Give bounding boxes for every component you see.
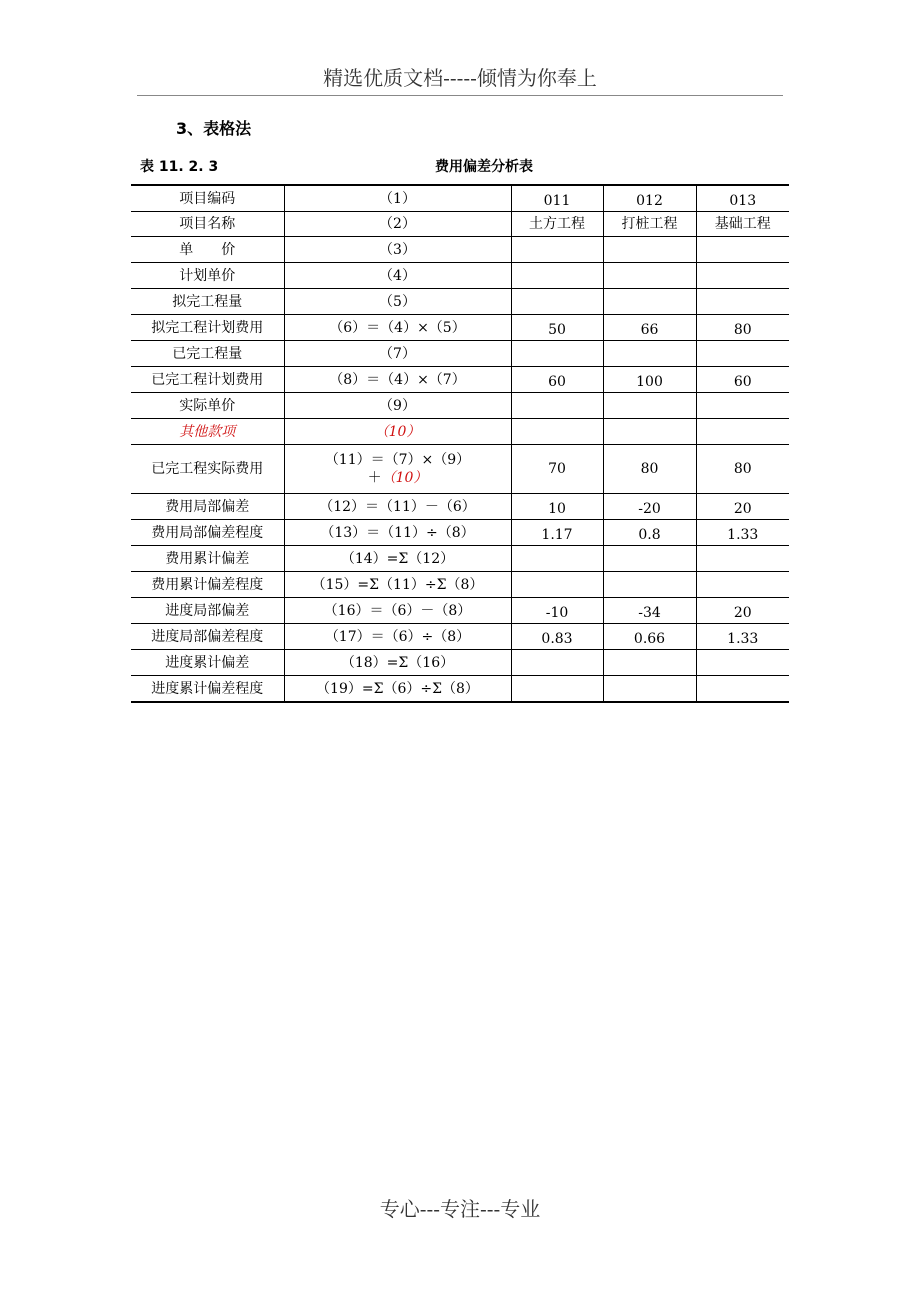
cell-011 — [511, 393, 603, 419]
cell-012: 100 — [603, 367, 696, 393]
formula-line-2 — [287, 469, 509, 487]
cell-011 — [511, 263, 603, 289]
table-row — [131, 624, 789, 650]
cell-011 — [511, 289, 603, 315]
cell-012: 66 — [603, 315, 696, 341]
cell-013 — [696, 263, 789, 289]
table-row — [131, 367, 789, 393]
header-divider — [137, 95, 783, 96]
row-formula: （14）=Σ（12） — [284, 546, 511, 572]
cell-011: 10 — [511, 494, 603, 520]
cell-013 — [696, 650, 789, 676]
row-name: 项目名称 — [131, 212, 284, 237]
cell-012 — [603, 650, 696, 676]
row-name: 费用局部偏差程度 — [131, 520, 284, 546]
row-formula: （12）＝（11）－（6） — [284, 494, 511, 520]
formula-line-1: （11）＝（7）×（9） — [324, 452, 471, 468]
table-row — [131, 263, 789, 289]
formula-plus: ＋ — [367, 470, 382, 486]
row-name: 已完工程计划费用 — [131, 367, 284, 393]
table-row — [131, 445, 789, 494]
cell-011: 0.83 — [511, 624, 603, 650]
row-name: 费用累计偏差程度 — [131, 572, 284, 598]
cell-012: -34 — [603, 598, 696, 624]
row-formula: （8）＝（4）×（7） — [284, 367, 511, 393]
row-name: 拟完工程计划费用 — [131, 315, 284, 341]
row-name: 进度局部偏差程度 — [131, 624, 284, 650]
row-formula: （9） — [284, 393, 511, 419]
row-formula-multiline — [284, 445, 511, 494]
cell-011: 1.17 — [511, 520, 603, 546]
cell-013: 基础工程 — [696, 212, 789, 237]
table-row — [131, 419, 789, 445]
row-name: 进度局部偏差 — [131, 598, 284, 624]
cell-013: 20 — [696, 494, 789, 520]
cell-012: 80 — [603, 445, 696, 494]
row-formula: （18）=Σ（16） — [284, 650, 511, 676]
cell-011: 011 — [511, 185, 603, 212]
page-footer: 专心---专注---专业 — [379, 1197, 541, 1221]
cell-012 — [603, 341, 696, 367]
table-row — [131, 289, 789, 315]
table-row — [131, 650, 789, 676]
formula-other-term: （10） — [381, 470, 428, 486]
table-title: 费用偏差分析表 — [435, 159, 533, 175]
cell-012 — [603, 572, 696, 598]
cell-011: 60 — [511, 367, 603, 393]
cell-011: 土方工程 — [511, 212, 603, 237]
row-formula: （3） — [284, 237, 511, 263]
cell-013: 80 — [696, 315, 789, 341]
row-formula: （6）＝（4）×（5） — [284, 315, 511, 341]
row-name: 已完工程量 — [131, 341, 284, 367]
table-row — [131, 572, 789, 598]
cell-011 — [511, 341, 603, 367]
cell-013: 1.33 — [696, 520, 789, 546]
table-row — [131, 341, 789, 367]
row-formula: （13）＝（11）÷（8） — [284, 520, 511, 546]
cell-012: -20 — [603, 494, 696, 520]
cell-013 — [696, 341, 789, 367]
cell-013 — [696, 237, 789, 263]
row-formula: （5） — [284, 289, 511, 315]
row-formula: （7） — [284, 341, 511, 367]
table-row — [131, 676, 789, 703]
row-name: 费用局部偏差 — [131, 494, 284, 520]
cell-011 — [511, 676, 603, 703]
cell-012 — [603, 393, 696, 419]
page-header-title: 精选优质文档-----倾情为你奉上 — [323, 66, 597, 90]
table-number: 表 11. 2. 3 — [140, 159, 219, 175]
row-name: 进度累计偏差 — [131, 650, 284, 676]
row-formula: （4） — [284, 263, 511, 289]
cell-011 — [511, 572, 603, 598]
row-name: 费用累计偏差 — [131, 546, 284, 572]
table-row — [131, 598, 789, 624]
cell-011: -10 — [511, 598, 603, 624]
cell-013: 013 — [696, 185, 789, 212]
cell-013 — [696, 419, 789, 445]
cell-012: 打桩工程 — [603, 212, 696, 237]
cell-013: 20 — [696, 598, 789, 624]
row-formula: （16）＝（6）－（8） — [284, 598, 511, 624]
cost-variance-table — [131, 184, 789, 703]
row-formula: （17）＝（6）÷（8） — [284, 624, 511, 650]
row-formula-highlighted: （10） — [284, 419, 511, 445]
row-name: 实际单价 — [131, 393, 284, 419]
table-row — [131, 212, 789, 237]
cell-013: 80 — [696, 445, 789, 494]
row-name: 项目编码 — [131, 185, 284, 212]
row-formula: （1） — [284, 185, 511, 212]
cell-012: 0.8 — [603, 520, 696, 546]
cell-012: 0.66 — [603, 624, 696, 650]
cell-013: 60 — [696, 367, 789, 393]
cell-013 — [696, 393, 789, 419]
cell-012 — [603, 546, 696, 572]
cell-013 — [696, 572, 789, 598]
row-name: 计划单价 — [131, 263, 284, 289]
cell-013 — [696, 546, 789, 572]
table-row — [131, 185, 789, 212]
table-caption — [140, 156, 788, 178]
cell-011 — [511, 237, 603, 263]
cell-012 — [603, 289, 696, 315]
table-row — [131, 546, 789, 572]
row-name-highlighted: 其他款项 — [131, 419, 284, 445]
row-formula: （2） — [284, 212, 511, 237]
cell-012 — [603, 419, 696, 445]
table-row — [131, 237, 789, 263]
cell-011 — [511, 419, 603, 445]
row-formula: （15）=Σ（11）÷Σ（8） — [284, 572, 511, 598]
table-row — [131, 494, 789, 520]
row-name: 拟完工程量 — [131, 289, 284, 315]
table-row — [131, 315, 789, 341]
cell-013 — [696, 676, 789, 703]
cell-011: 50 — [511, 315, 603, 341]
cell-013 — [696, 289, 789, 315]
cell-011 — [511, 546, 603, 572]
table-row — [131, 393, 789, 419]
cell-012 — [603, 676, 696, 703]
row-name: 进度累计偏差程度 — [131, 676, 284, 703]
cell-011 — [511, 650, 603, 676]
row-name: 已完工程实际费用 — [131, 445, 284, 494]
cell-011: 70 — [511, 445, 603, 494]
table-row — [131, 520, 789, 546]
row-name: 单 价 — [131, 237, 284, 263]
cell-012 — [603, 263, 696, 289]
cell-012 — [603, 237, 696, 263]
section-heading: 3、表格法 — [176, 119, 252, 138]
row-formula: （19）=Σ（6）÷Σ（8） — [284, 676, 511, 703]
cell-012: 012 — [603, 185, 696, 212]
cell-013: 1.33 — [696, 624, 789, 650]
